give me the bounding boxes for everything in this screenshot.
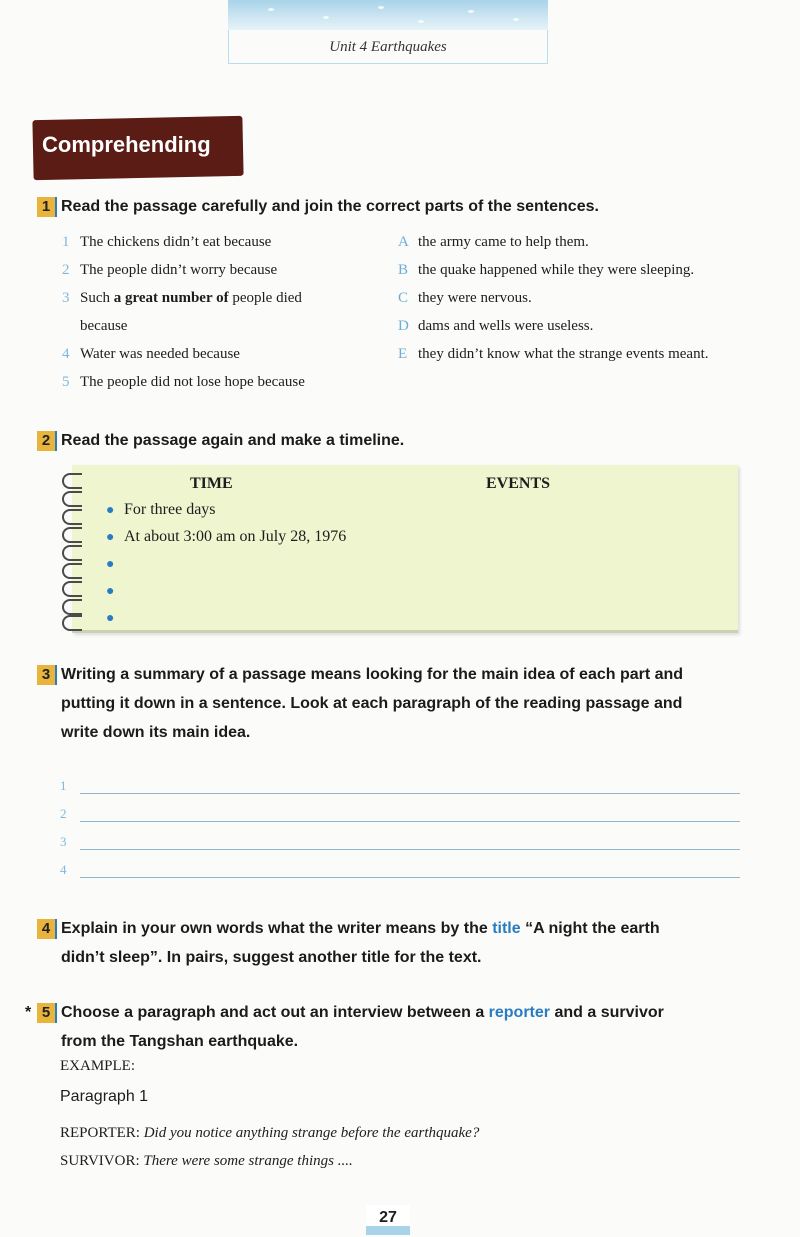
task-5-heading: * 5 Choose a paragraph and act out an interview between a reporter and a survivor from the Tangshan earthquake. xyxy=(25,998,755,1056)
spiral-ring xyxy=(62,473,82,489)
spiral-ring xyxy=(62,615,82,631)
spiral-ring xyxy=(62,599,82,615)
example-paragraph: Paragraph 1 xyxy=(60,1088,149,1105)
task-4-heading: 4 Explain in your own words what the writer means by the title “A night the earth didn’t sleep”. In pairs, suggest another title for the text. xyxy=(37,914,757,972)
timeline-time-header: TIME xyxy=(190,475,233,492)
task-3-text-line-3: write down its main idea. xyxy=(61,724,251,741)
task-2-text: Read the passage again and make a timeline. xyxy=(61,432,405,449)
reporter-link[interactable]: reporter xyxy=(488,1004,551,1021)
bullet-icon: ● xyxy=(106,530,115,545)
match-left-item: 3 Such a great number of people died xyxy=(62,290,302,306)
bullet-icon: ● xyxy=(106,611,115,626)
task-2-heading xyxy=(37,426,404,455)
task-4-text-line-2: didn’t sleep”. In pairs, suggest another title for the text. xyxy=(61,949,482,966)
timeline-list xyxy=(106,497,346,632)
summary-line-number: 4 xyxy=(60,862,67,877)
match-right-item: A the army came to help them. xyxy=(398,234,589,250)
match-left-item: because xyxy=(80,318,128,334)
unit-title: Unit 4 Earthquakes xyxy=(228,30,548,64)
match-right-item: E they didn’t know what the strange events meant. xyxy=(398,346,709,362)
match-right-item: C they were nervous. xyxy=(398,290,532,306)
match-left-item: 2 The people didn’t worry because xyxy=(62,262,278,278)
task-3-heading xyxy=(37,660,757,747)
task-1-number: 1 xyxy=(37,197,57,217)
task-3-text-line-1: Writing a summary of a passage means looking for the main idea of each part and xyxy=(61,666,684,683)
spiral-ring xyxy=(62,545,82,561)
summary-answer-line[interactable] xyxy=(80,849,740,850)
header-banner xyxy=(228,0,548,30)
task-1-heading xyxy=(37,192,599,221)
title-link[interactable]: title xyxy=(492,920,521,937)
summary-answer-line[interactable] xyxy=(80,877,740,878)
spiral-ring xyxy=(62,491,82,507)
task-5-text-line-2: from the Tangshan earthquake. xyxy=(61,1033,299,1050)
summary-line-number: 3 xyxy=(60,834,67,849)
match-right-item: D dams and wells were useless. xyxy=(398,318,594,334)
matching-left-column xyxy=(62,228,392,396)
timeline-item xyxy=(106,578,346,605)
summary-line-number: 1 xyxy=(60,778,67,793)
task-1-text: Read the passage carefully and join the correct parts of the sentences. xyxy=(61,198,599,215)
summary-answer-line[interactable] xyxy=(80,793,740,794)
task-4-number: 4 xyxy=(37,919,57,939)
summary-line-number: 2 xyxy=(60,806,67,821)
matching-right-column xyxy=(398,228,758,368)
bullet-icon: ● xyxy=(106,503,115,518)
timeline-item: ● For three days xyxy=(106,497,346,524)
spiral-ring xyxy=(62,563,82,579)
match-left-item: 5 The people did not lose hope because xyxy=(62,374,305,390)
spiral-ring xyxy=(62,581,82,597)
task-3-text-line-2: putting it down in a sentence. Look at each paragraph of the reading passage and xyxy=(61,695,683,712)
timeline-item: ● At about 3:00 am on July 28, 1976 xyxy=(106,524,346,551)
page-number: 27 xyxy=(366,1205,410,1235)
example-label: EXAMPLE: xyxy=(60,1058,135,1074)
task-3-number: 3 xyxy=(37,665,57,685)
example-reporter-line: REPORTER: Did you notice anything strange before the earthquake? xyxy=(60,1125,480,1141)
example-survivor-line: SURVIVOR: There were some strange things .... xyxy=(60,1153,353,1169)
timeline-item xyxy=(106,551,346,578)
task-5-number: 5 xyxy=(37,1003,57,1023)
spiral-ring xyxy=(62,527,82,543)
section-title: Comprehending xyxy=(42,132,211,157)
summary-answer-line[interactable] xyxy=(80,821,740,822)
spiral-ring xyxy=(62,509,82,525)
timeline-events-header: EVENTS xyxy=(486,475,551,492)
timeline-notebook xyxy=(72,465,738,633)
task-2-number: 2 xyxy=(37,431,57,451)
match-left-item: 1 The chickens didn’t eat because xyxy=(62,234,272,250)
optional-star: * xyxy=(25,1004,32,1021)
bullet-icon: ● xyxy=(106,584,115,599)
bullet-icon: ● xyxy=(106,557,115,572)
match-right-item: B the quake happened while they were sleeping. xyxy=(398,262,695,278)
match-left-item: 4 Water was needed because xyxy=(62,346,240,362)
timeline-item xyxy=(106,605,346,632)
